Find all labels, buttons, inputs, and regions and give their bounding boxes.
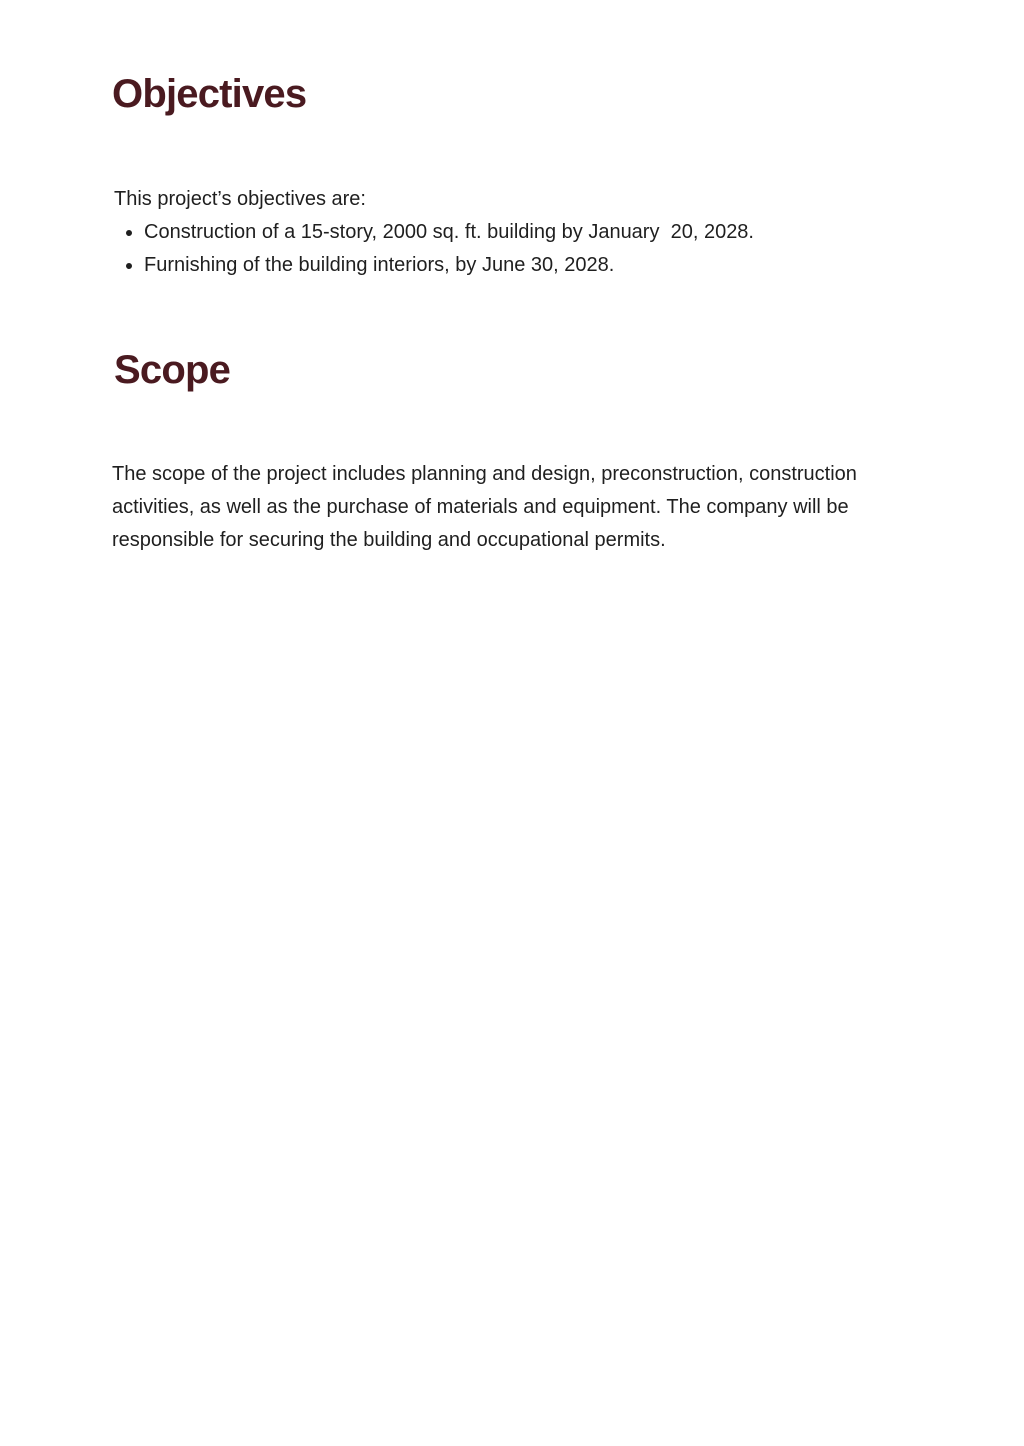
objectives-heading: Objectives	[112, 72, 307, 116]
objectives-intro: This project’s objectives are:	[114, 188, 366, 210]
objectives-list	[114, 216, 754, 282]
list-item: Construction of a 15-story, 2000 sq. ft. building by January 20, 2028.	[144, 216, 754, 249]
scope-heading: Scope	[114, 348, 231, 392]
list-item: Furnishing of the building interiors, by June 30, 2028.	[144, 249, 754, 282]
scope-paragraph: The scope of the project includes planning and design, preconstruction, construction activities, as well as the purchase of materials and equipment. The company will be responsible for securing the building and occupational permits.	[112, 463, 857, 551]
